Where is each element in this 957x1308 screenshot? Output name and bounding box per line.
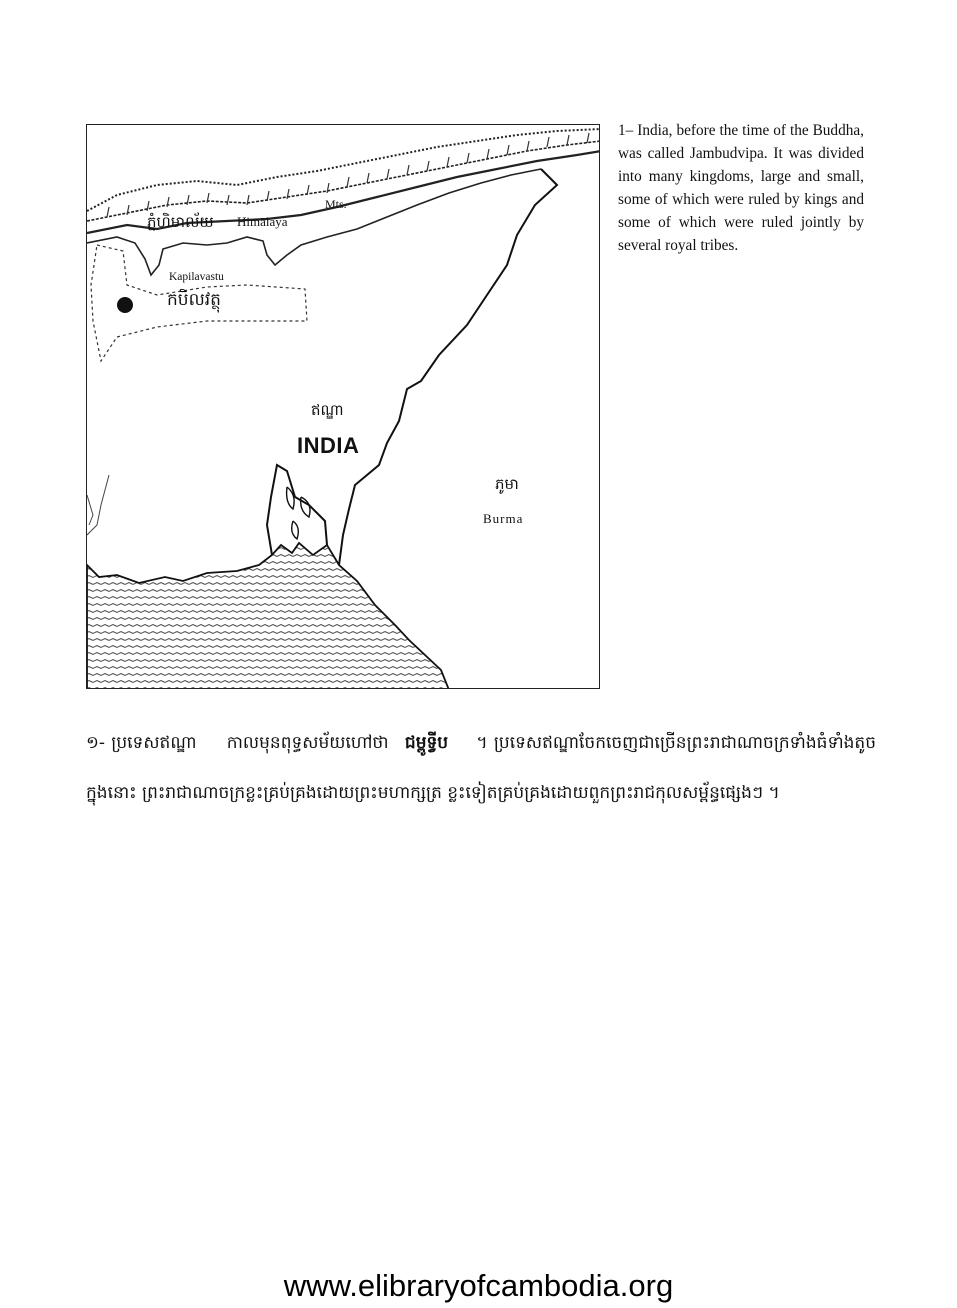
map-caption-en: 1– India, before the time of the Buddha, was called Jambudvipa. It was divided into many kingdoms, large and small, some of which were ruled by kings and some of which were ruled jointly by several royal tribes. [618, 122, 864, 254]
paragraph-part-2: កាលមុនពុទ្ធសម័យហៅថា [226, 733, 389, 753]
khmer-paragraph [86, 718, 876, 818]
footer-url: www.elibraryofcambodia.org [283, 1268, 674, 1303]
burma-label-kh: ភូមា [495, 475, 519, 493]
jambudvipa-term: ជម្ពូទ្វីប [404, 733, 449, 753]
paragraph-part-3: ។ ប្រទេសឥណ្ឌាចែកចេញជាច្រើនព្រះរាជាណាចក្រទាំងធំទាំងតូច ក្នុងនោះ ព្រះរាជាណាចក្រខ្លះគ្រប់គ្រងដោយព្រះមហាក្សត្រ ខ្លះទៀតគ្រប់គ្រងដោយពួកព្រះរាជកុលសម្ព័ន្ធផ្សេងៗ ។ [86, 733, 877, 803]
kapilavastu-label: Kapilavastu [169, 271, 224, 283]
map-figure [86, 124, 600, 689]
india-burma-border [339, 169, 557, 565]
paragraph-number: ១- [86, 733, 106, 753]
himalaya-label: Himālaya [237, 214, 288, 229]
burma-label: Burma [483, 511, 524, 526]
himalaya-label-kh: ភ្នំហិមាល័យ [147, 213, 214, 231]
bay-of-bengal-sea [87, 543, 449, 689]
kapilavastu-label-kh: កបិលវត្ថុ [167, 290, 221, 310]
india-label-kh: ឥណ្ឌា [311, 401, 344, 419]
western-river-2 [87, 495, 93, 525]
paragraph-part-1: ប្រទេសឥណ្ឌា [111, 733, 197, 753]
delta-coast [267, 465, 327, 555]
kapilavastu-dot [117, 297, 133, 313]
delta-islands [287, 487, 310, 539]
india-label: INDIA [297, 433, 360, 458]
mts-label: Mts. [325, 197, 347, 211]
